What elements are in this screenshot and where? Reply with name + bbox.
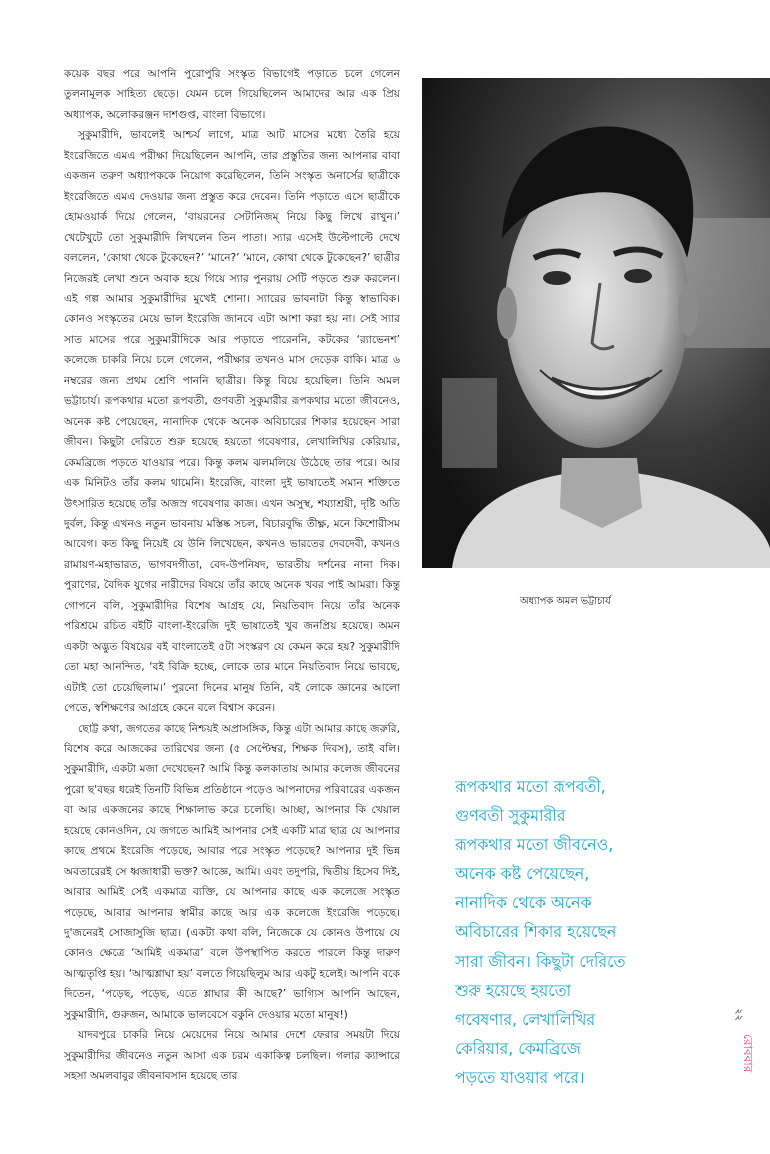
page-number: ২২ [733, 1008, 744, 1022]
magazine-name: রোববার [741, 1034, 755, 1073]
pull-quote-line: গুণবতী সুকুমারীর [455, 806, 566, 826]
article-paragraph: ছোট্ট কথা, জগতের কাছে নিশ্চয়ই অপ্রাসঙ্গিক, কিন্তু এটা আমার কাছে জরুরি, বিশেষ করে আজকের তারিখের জন্য (৫ সেপ্টেম্বর, শিক্ষক দিবস), তাই বলি। সুকুমারীদি, একটা মজা দেখেছেন? আমি কিন্তু কলকাতায় আমার কলেজ জীবনের পুরো ছ'বছর ধরেই তিনটি বিভিন্ন প্রতিষ্ঠানে পড়েও আপনাদের পরিবারের একজন বা আর একজনের কাছে শিক্ষালাভ করে চলেছি। আচ্ছা, আপনার কি খেয়াল হয়েছে কোনওদিন, যে জগতে আমিই আপনার সেই একটি মাত্র ছাত্র যে আপনার কাছে প্রথমে ইংরেজি পড়েছে, আবার পরে সংস্কৃত পড়েছে? আপনার দুই ভিন্ন অবতারেরই সে ধ্বজাধারী ভক্ত? আজ্ঞে, আমি। এবং তদুপরি, দ্বিতীয় হিসেব দিই, আবার আমিই সেই একমাত্র ব্যক্তি, যে আপনার কাছে এক কলেজে সংস্কৃত পড়েছে, আবার আপনার স্বামীর কাছে আর এক কলেজে ইংরেজি পড়েছে। দু'জনেরই সোজাসুজি ছাত্র। (একটা কথা বলি, নিজেকে যে কোনও উপায়ে যে কোনও ক্ষেত্রে ‘আমিই একমাত্র’ বলে উপস্থাপিত করতে পারলে কিন্তু দারুণ আত্মতৃপ্তি হয়। ‘আত্মশ্লাঘা হয়’ বলতে গিয়েছিলুম আর একটু হলেই। আপনি বকে দিতেন, ‘পড়েছ, পড়েছ, এতে শ্লাঘার কী আছে?’ ভাগ্যিস আপনি আছেন, সুকুমারীদি, গুরুজন, আমাকে ভালবেসে বকুনি দেওয়ার মতো মানুষ!) [64, 722, 400, 1021]
article-paragraph: সুকুমারীদি, ভাবলেই আশ্চর্য লাগে, মাত্র আট মাসের মধ্যে তৈরি হয়ে ইংরেজিতে এমএ পরীক্ষা দিয়েছিলেন আপনি, তার প্রস্তুতির জন্য আপনার বাবা একজন তরুণ অধ্যাপককে নিয়োগ করেছিলেন, তিনি সংস্কৃত অনার্সের ছাত্রীকে ইংরেজিতে এমএ দেওয়ার জন্য প্রস্তুত করে দেবেন। তিনি পড়াতে এসে ছাত্রীকে হোমওয়ার্ক দিয়ে গেলেন, ‘বায়রনের সেটানিজম্ নিয়ে কিছু লিখে রাখুন।’ খেটেখুটে তো সুকুমারীদি লিখলেন তিন পাতা। স্যার এসেই উল্টেপাল্টে দেখে বললেন, ‘কোথা থেকে টুকেছেন?’ ‘মানে?’ ‘মানে, কোথা থেকে টুকেছেন?’ ছাত্রীর নিজেরই লেখা শুনে অবাক হয়ে গিয়ে স্যার পুনরায় সেটি পড়তে শুরু করলেন। এই গল্প আমার সুকুমারীদির মুখেই শোনা। স্যারের ভাবনাটা কিন্তু স্বাভাবিক। কোনও সংস্কৃতের মেয়ে ভাল ইংরেজি জানবে এটা আশা করা হয় না। সেই স্যার সাত মাসের পরে সুকুমারীদিকে আর পড়াতে পারেননি, কটকের ‘র‍্যাভেনশ’ কলেজে চাকরি নিয়ে চলে গেলেন, পরীক্ষার তখনও মাস দেড়েক বাকি। মাত্র ৬ নম্বরের জন্য প্রথম শ্রেণি পাননি ছাত্রীর। কিন্তু বিয়ে হয়েছিল। তিনি অমল ভট্টাচার্য। রূপকথার মতো রূপবতী, গুণবতী সুকুমারীর রূপকথার মতো জীবনেও, অনেক কষ্ট পেয়েছেন, নানাদিক থেকে অনেক অবিচারের শিকার হয়েছেন সারা জীবন। কিছুটা দেরিতে শুরু হয়েছে হয়তো গবেষণার, লেখালিখির কেরিয়ার, কেমব্রিজে পড়তে যাওয়ার পরে। কিন্তু কলম ঝলমলিয়ে উঠেছে তার পরে। আর এক মিনিটও তাঁর কলম থামেনি। ইংরেজি, বাংলা দুই ভাষাতেই সমান শক্তিতে উৎসারিত হয়েছে তাঁর অজস্র গবেষণার কাজ। এখন অসুস্থ, শয্যাশ্রয়ী, দৃষ্টি অতি দুর্বল, কিন্তু এখনও নতুন ভাবনায় মস্তিষ্ক সচল, বিচারবুদ্ধি তীক্ষ্ণ, মনে কিশোরীসম আবেগ। কত কিছু নিয়েই যে উনি লিখেছেন, কখনও ভারতের দেবদেবী, কখনও রামায়ণ-মহাভারত, ভাগবদগীতা, বেদ-উপনিষদ, ভারতীয় দর্শনের নানা দিক। পুরাণের, বৈদিক যুগের নারীদের বিষয়ে তাঁর কাছে অনেক খবর পাই আমরা। কিন্তু গোপনে বলি, সুকুমারীদির বিশেষ আগ্রহ যে, নিয়তিবাদ নিয়ে তাঁর অনেক পরিশ্রমে রচিত বইটি বাংলা-ইংরেজি দুই ভাষাতেই খুব জনপ্রিয় হয়েছে। অমন একটা অদ্ভুত বিষয়ের বই বাংলাতেই ৫টা সংস্করণ যে কেমন করে হয়? সুকুমারীদি তো মহা আনন্দিত, ‘বই বিক্রি হচ্ছে, লোকে তার মানে নিয়তিবাদ নিয়ে ভাবছে, এটাই তো চেয়েছিলাম।’ পুরনো দিনের মানুষ তিনি, বই লোকে জ্ঞানের আলো পেতে, স্বশিক্ষণের আগ্রহে কেনে বলে বিশ্বাস করেন। [64, 129, 400, 715]
portrait-photo [422, 78, 770, 568]
photo-caption: অধ্যাপক অমল ভট্টাচার্য [520, 596, 611, 607]
pull-quote-line: রূপকথার মতো রূপবতী, [455, 777, 606, 796]
pull-quote-line: নানাদিক থেকে অনেক [455, 893, 592, 913]
pull-quote-line: অনেক কষ্ট পেয়েছেন, [455, 864, 590, 884]
pull-quote-line: রূপকথার মতো জীবনেও, [455, 835, 614, 855]
pull-quote [455, 772, 755, 1092]
pull-quote-line: পড়তে যাওয়ার পরে। [455, 1067, 585, 1087]
pull-quote-line: কেরিয়ার, কেমব্রিজে [455, 1038, 581, 1058]
pull-quote-line: শুরু হয়েছে হয়তো [455, 980, 572, 1000]
pull-quote-line: সারা জীবন। কিছুটা দেরিতে [455, 951, 626, 971]
article-paragraph: যাদবপুরে চাকরি নিয়ে মেয়েদের নিয়ে আমার দেশে ফেরার সময়টা দিয়ে সুকুমারীদির জীবনেও নতুন আসা এক চরম একাকিত্ব চলছিল। গলার ক্যান্সারে সহসা অমলবাবুর জীবনাবসান হয়েছে তার [64, 1029, 400, 1083]
article-body [64, 64, 400, 1087]
pull-quote-line: গবেষণার, লেখালিখির [455, 1009, 596, 1029]
article-paragraph: কয়েক বছর পরে আপনি পুরোপুরি সংস্কৃত বিভাগেই পড়াতে চলে গেলেন তুলনামূলক সাহিত্য ছেড়ে। যেমন চলে গিয়েছিলেন আমাদের আর এক প্রিয় অধ্যাপক, অলোকরঞ্জন দাশগুপ্ত, বাংলা বিভাগে। [64, 68, 400, 121]
pull-quote-line: অবিচারের শিকার হয়েছেন [455, 922, 617, 942]
